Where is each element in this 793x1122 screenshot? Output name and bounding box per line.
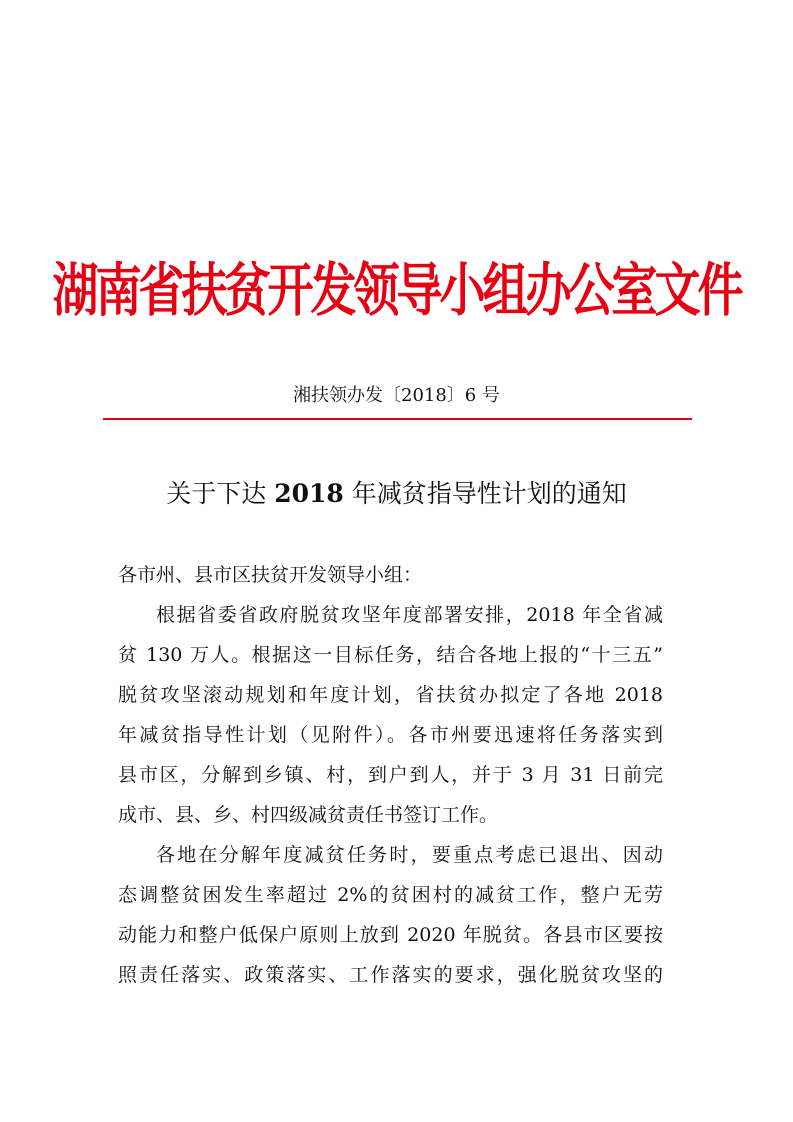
paragraph-line: 县市区，分解到乡镇、村，到户到人，并于 3 月 31 日前完 [118,764,663,786]
document-body [118,555,663,995]
notice-title [0,474,793,514]
notice-title-year: 2018 [274,479,344,508]
paragraph-line: 脱贫攻坚滚动规划和年度计划，省扶贫办拟定了各地 2018 [118,684,663,706]
paragraph-line: 成市、县、乡、村四级减贫责任书签订工作。 [118,804,499,826]
paragraph-line: 根据省委省政府脱贫攻坚年度部署安排，2018 年全省减 [156,604,663,626]
red-separator-rule [103,418,692,420]
notice-title-prefix: 关于下达 [166,479,275,508]
paragraph-line: 贫 130 万人。根据这一目标任务，结合各地上报的“十三五” [118,644,663,666]
notice-title-suffix: 年减贫指导性计划的通知 [343,479,627,508]
paragraph-line: 各地在分解年度减贫任务时，要重点考虑已退出、因动 [156,844,663,866]
paragraph-line: 动能力和整户低保户原则上放到 2020 年脱贫。各县市区要按 [118,924,663,946]
issuer-title: 湖南省扶贫开发领导小组办公室文件 [52,256,741,324]
document-number: 湘扶领办发〔2018〕6 号 [293,385,500,406]
paragraph-line: 照责任落实、政策落实、工作落实的要求，强化脱贫攻坚的 [118,964,663,986]
paragraph-line: 态调整贫困发生率超过 2%的贫困村的减贫工作，整户无劳 [118,884,663,906]
paragraph-line: 年减贫指导性计划（见附件）。各市州要迅速将任务落实到 [118,724,663,746]
salutation: 各市州、县市区扶贫开发领导小组： [118,564,423,586]
